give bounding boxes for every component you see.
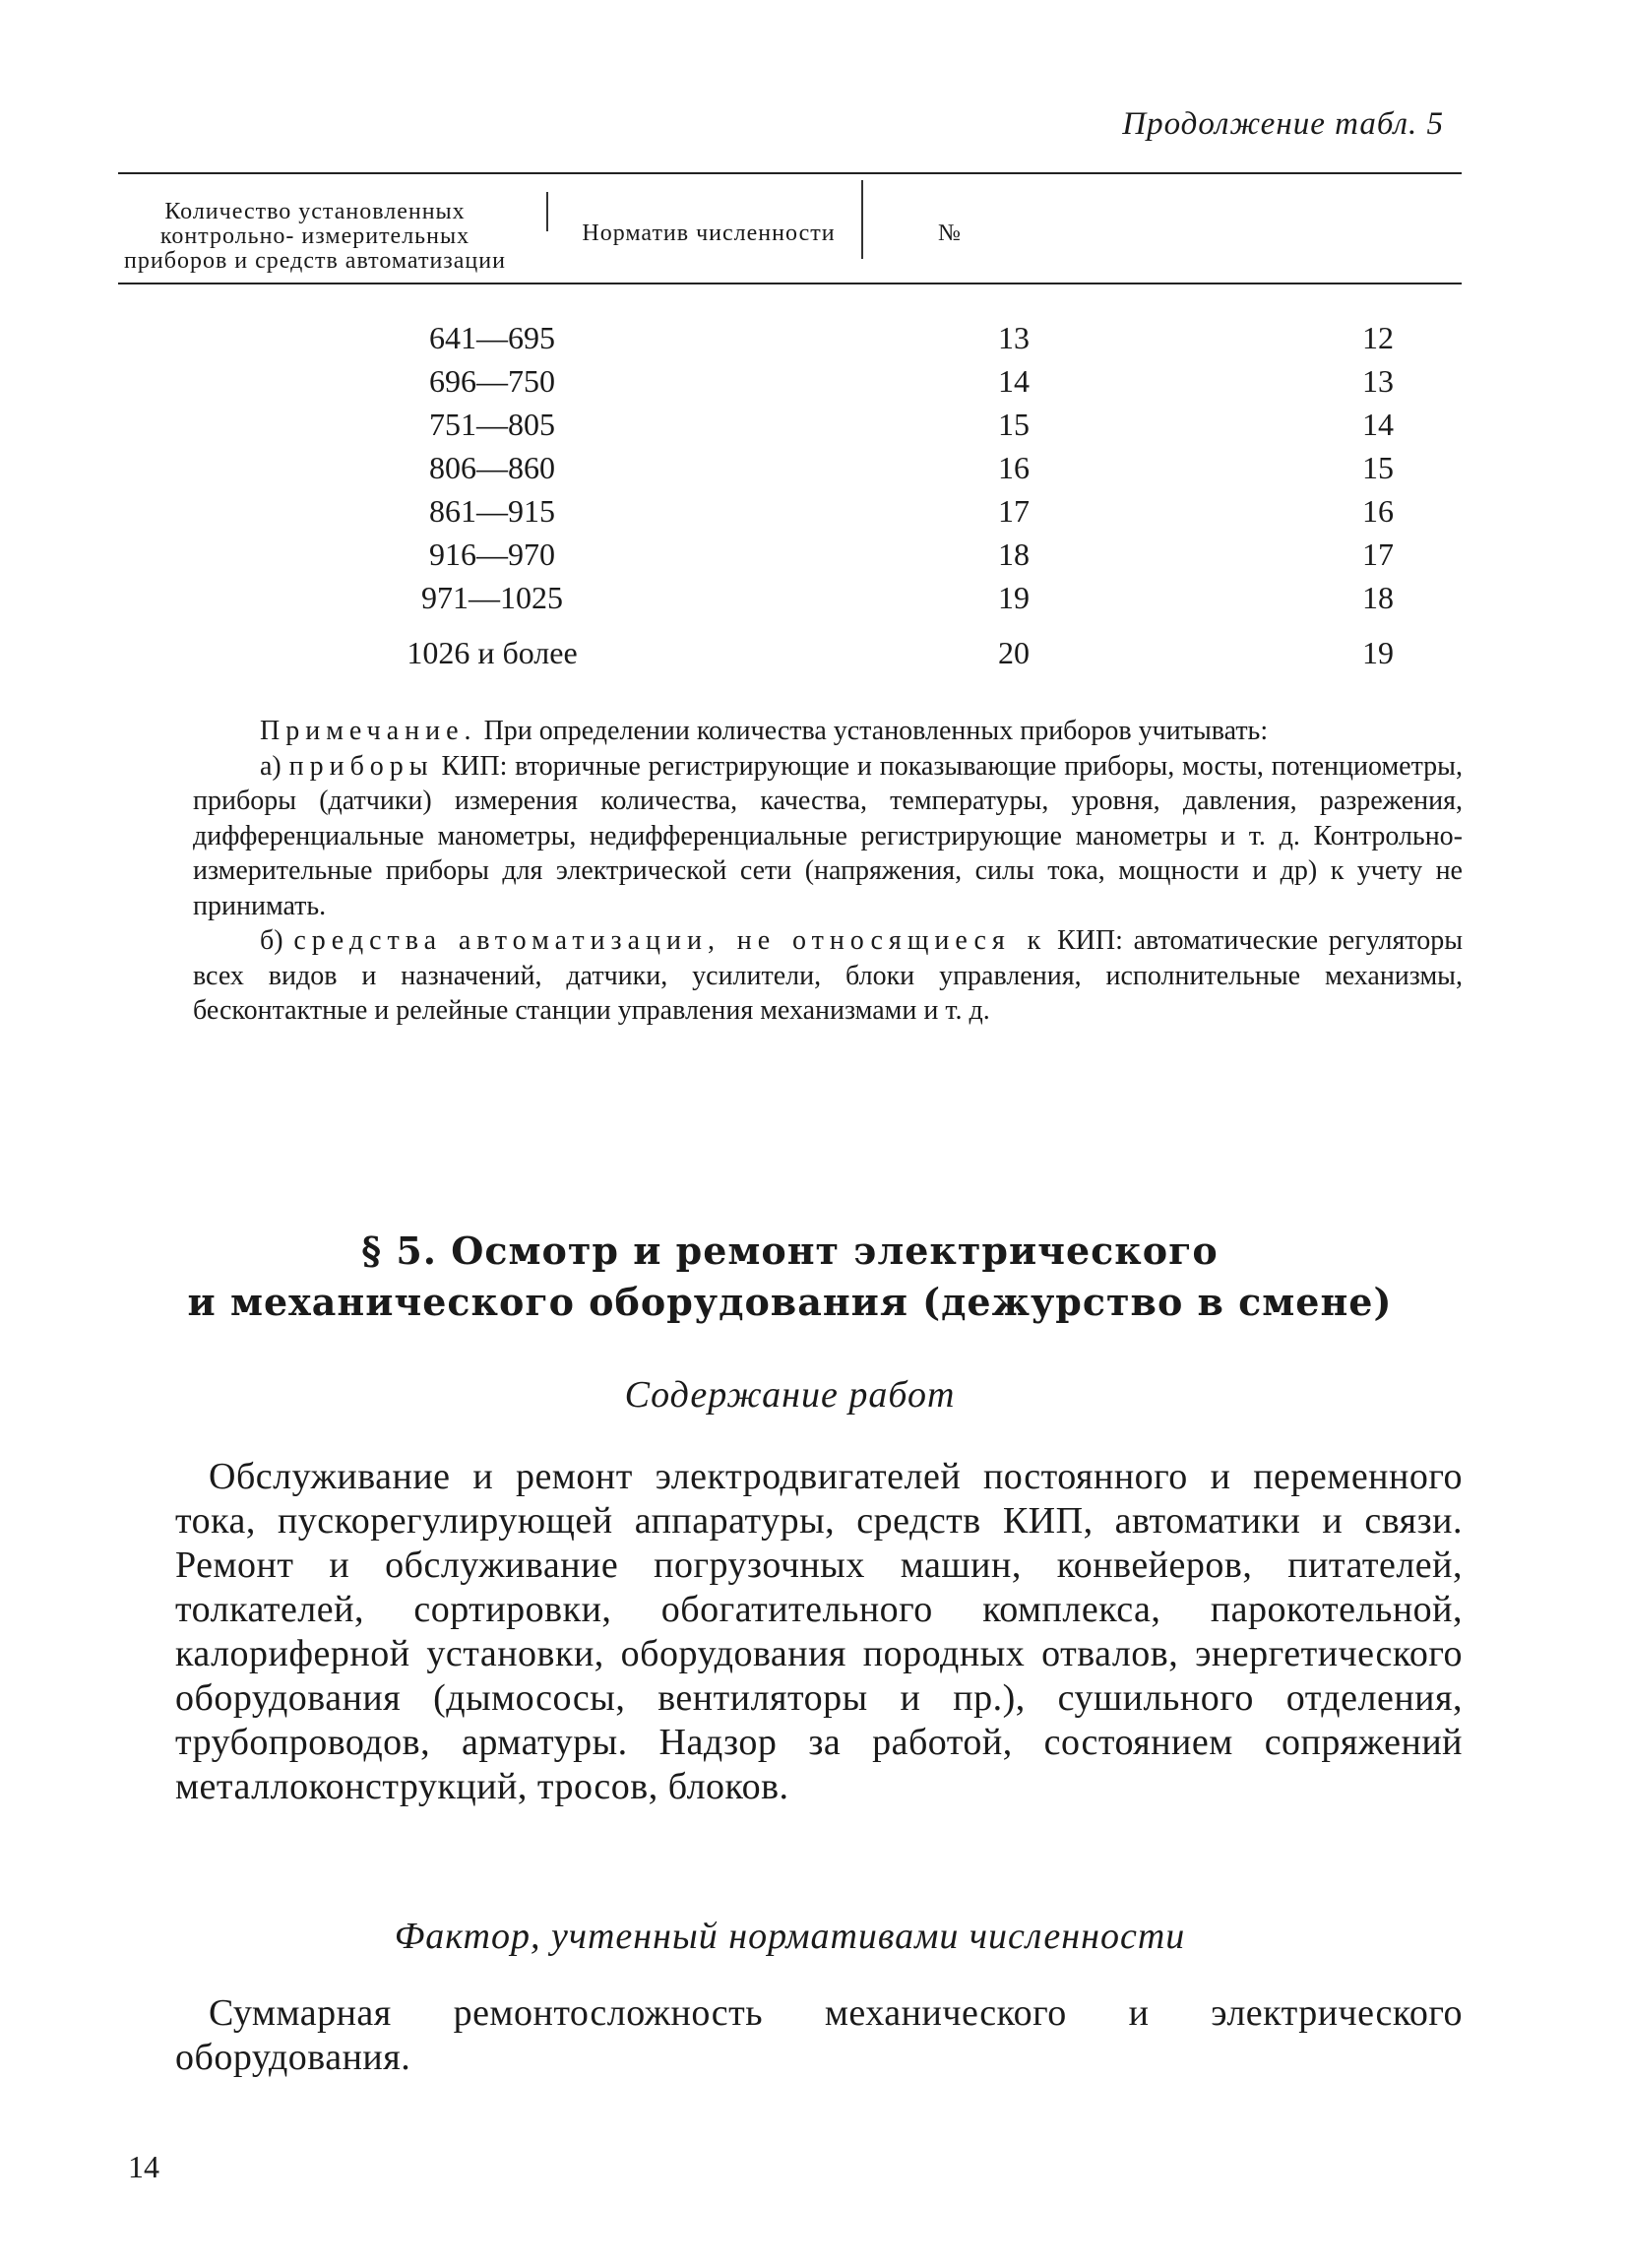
- factor-paragraph: [175, 1991, 1463, 2080]
- page-number: 14: [128, 2149, 159, 2184]
- column-header-norm: Норматив численности: [582, 220, 836, 246]
- column-header-instruments: Количество установленных контрольно- измерительных приборов и средств автоматизации: [124, 199, 506, 274]
- factor-text: Суммарная ремонтосложность механического и электрического оборудования.: [175, 1992, 1463, 2078]
- cell-instruments: 641—695: [429, 320, 555, 355]
- table-row: [118, 450, 1462, 493]
- cell-instruments: 806—860: [429, 450, 555, 485]
- cell-instruments: 1026 и более: [407, 635, 578, 670]
- cell-number: 13: [1362, 363, 1394, 399]
- cell-norm: 15: [998, 407, 1030, 442]
- note-item-b: [193, 923, 1463, 1029]
- factor-heading: Фактор, учтенный нормативами численности: [394, 1916, 1186, 1957]
- column-header-number: №: [938, 220, 962, 246]
- cell-number: 19: [1362, 635, 1394, 670]
- cell-norm: 16: [998, 450, 1030, 485]
- cell-number: 15: [1362, 450, 1394, 485]
- cell-norm: 13: [998, 320, 1030, 355]
- cell-number: 12: [1362, 320, 1394, 355]
- content-heading: Содержание работ: [624, 1374, 956, 1416]
- section-title: [118, 1226, 1462, 1328]
- section-title-line1: § 5. Осмотр и ремонт электрического: [361, 1228, 1219, 1273]
- note-intro: [193, 714, 1463, 749]
- table-row: [118, 407, 1462, 450]
- table-row: [118, 363, 1462, 407]
- cell-instruments: 916—970: [429, 536, 555, 572]
- cell-instruments: 751—805: [429, 407, 555, 442]
- cell-norm: 18: [998, 536, 1030, 572]
- note-item-a-prefix: а): [260, 750, 289, 782]
- cell-number: 18: [1362, 580, 1394, 615]
- cell-instruments: 861—915: [429, 493, 555, 529]
- header-divider: [861, 180, 863, 259]
- cell-number: 14: [1362, 407, 1394, 442]
- table-continuation-label: Продолжение табл. 5: [1122, 106, 1444, 142]
- section-title-line2: и механического оборудования (дежурство в смене): [187, 1280, 1393, 1324]
- note-item-a-label: приборы: [288, 750, 434, 782]
- table-row: [118, 320, 1462, 363]
- note-intro-text: При определении количества установленных приборов учитывать:: [476, 716, 1269, 746]
- cell-instruments: 971—1025: [421, 580, 563, 615]
- cell-norm: 14: [998, 363, 1030, 399]
- cell-norm: 19: [998, 580, 1030, 615]
- content-text: Обслуживание и ремонт электродвигателей постоянного и переменного тока, пускорегулирующей аппаратуры, средств КИП, автоматики и связи. Ремонт и обслуживание погрузочных машин, конвейеров, питателей, толкателей, сортировки, обогатительного комплекса, парокотельной, калориферной установки, оборудования породных отвалов, энергетического оборудования (дымососы, вентиляторы и пр.), сушильного отделения, трубопроводов, арматуры. Надзор за работой, состоянием сопряжений металлоконструкций, тросов, блоков.: [175, 1456, 1463, 1807]
- table-row: [118, 580, 1462, 623]
- table-row: [118, 623, 1462, 678]
- note-item-b-label: средства автоматизации, не относящиеся к: [293, 925, 1047, 956]
- note-label: Примечание.: [260, 716, 477, 746]
- cell-norm: 17: [998, 493, 1030, 529]
- note-item-b-prefix: б): [260, 925, 294, 956]
- note-item-a: [193, 749, 1463, 924]
- header-divider: [546, 192, 548, 231]
- content-paragraph: [175, 1455, 1463, 1809]
- table-top-rule: [118, 172, 1462, 174]
- note-item-a-text: КИП: вторичные регистрирующие и показывающие приборы, мосты, потенциометры, приборы (датчики) измерения количества, качества, температуры, уровня, давления, разрежения, дифференциальные манометры, недифференциальные регистрирующие манометры и т. д. Контрольно-измерительные приборы для электрической сети (напряжения, силы тока, мощности и др) к учету не принимать.: [193, 750, 1463, 921]
- cell-number: 17: [1362, 536, 1394, 572]
- cell-number: 16: [1362, 493, 1394, 529]
- cell-norm: 20: [998, 635, 1030, 670]
- table-header-rule: [118, 283, 1462, 284]
- table-row: [118, 493, 1462, 536]
- table-body: [118, 320, 1462, 678]
- table-row: [118, 536, 1462, 580]
- table-note: [193, 714, 1463, 1029]
- note-item-b-text: КИП: автоматические регуляторы всех видов и назначений, датчики, усилители, блоки управления, исполнительные механизмы, бесконтактные и релейные станции управления механизмами и т. д.: [193, 925, 1463, 1026]
- cell-instruments: 696—750: [429, 363, 555, 399]
